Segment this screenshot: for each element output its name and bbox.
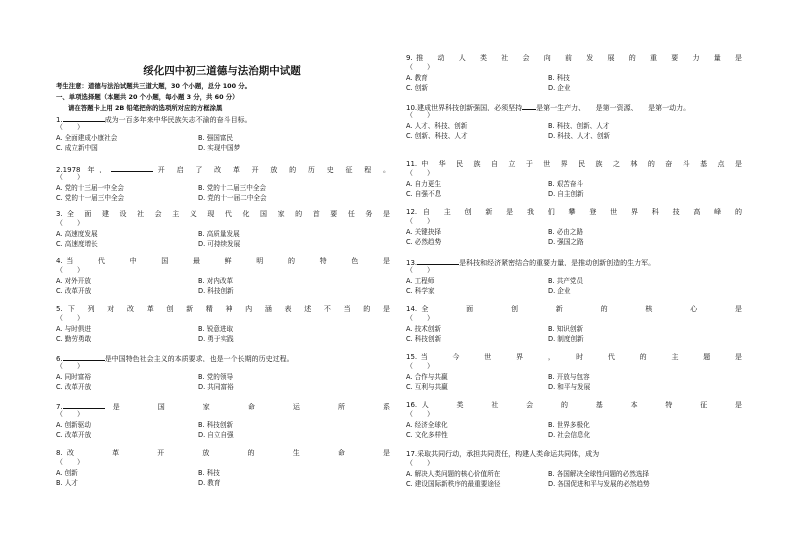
answer-blank[interactable] xyxy=(63,353,105,361)
option-item[interactable]: D. 企业 xyxy=(548,83,571,92)
answer-parentheses[interactable]: （ ） xyxy=(406,266,434,274)
answer-parentheses[interactable]: （ ） xyxy=(56,266,84,274)
question-text: 全 面 创 新 的 核 心 是 xyxy=(417,305,742,313)
question-stem xyxy=(56,401,390,410)
option-item[interactable]: C. 必然趋势 xyxy=(406,237,442,246)
question-text: 当 今 世 界 ， 时 代 的 主 题 是 xyxy=(417,353,742,361)
question-text-cont: 是中国特色社会主义的本质要求，也是一个长期的历史过程。 xyxy=(104,355,294,362)
option-item[interactable]: B. 锐意进取 xyxy=(198,325,234,333)
option-item[interactable]: C. 建设国际新秩序的最重要途径 xyxy=(406,479,501,488)
question-10 xyxy=(406,102,742,146)
answer-blank[interactable] xyxy=(522,102,536,110)
answer-parentheses[interactable]: （ ） xyxy=(406,410,434,418)
question-17 xyxy=(406,450,742,494)
option-list xyxy=(406,228,742,252)
option-item[interactable]: A. 关键抉择 xyxy=(406,228,441,236)
option-item[interactable]: B. 党的十二届三中全会 xyxy=(198,184,267,192)
option-item[interactable]: B. 高质量发展 xyxy=(198,230,240,238)
option-item[interactable]: C. 科学家 xyxy=(406,286,435,295)
option-list xyxy=(406,180,742,204)
question-7 xyxy=(56,401,390,445)
question-number: 15. xyxy=(406,353,418,361)
option-item[interactable]: C. 改革开放 xyxy=(56,430,92,439)
option-list xyxy=(56,469,390,493)
option-item[interactable]: D. 可持续发展 xyxy=(198,239,241,248)
option-item[interactable]: D. 强国之路 xyxy=(548,237,584,246)
option-item[interactable]: C. 改革开放 xyxy=(56,382,92,391)
option-list xyxy=(406,373,742,397)
option-item[interactable]: B. 知识创新 xyxy=(548,325,584,333)
option-list xyxy=(56,373,390,397)
option-item[interactable]: D. 科技、人才、创新 xyxy=(548,131,611,140)
option-list xyxy=(56,325,390,349)
option-list xyxy=(56,277,390,301)
option-item[interactable]: B. 科技 xyxy=(548,74,570,82)
answer-parentheses[interactable]: （ ） xyxy=(56,458,84,466)
answer-parentheses[interactable]: （ ） xyxy=(406,169,434,177)
option-item[interactable]: B. 世界多极化 xyxy=(548,421,590,429)
answer-parentheses[interactable]: （ ） xyxy=(56,173,84,181)
question-stem xyxy=(56,164,390,173)
question-stem xyxy=(406,353,742,362)
answer-parentheses[interactable]: （ ） xyxy=(406,362,434,370)
option-item[interactable]: D. 自立自强 xyxy=(198,430,234,439)
option-list xyxy=(406,122,742,146)
question-number: 8. xyxy=(56,449,63,457)
option-item[interactable]: A. 人才、科技、创新 xyxy=(406,122,468,130)
question-stem xyxy=(406,54,742,63)
question-text: 采取共同行动，承担共同责任，构建人类命运共同体，成为 xyxy=(417,450,600,458)
question-14 xyxy=(406,305,742,349)
option-item[interactable]: D. 科技创新 xyxy=(198,286,234,295)
option-item[interactable]: A. 经济全球化 xyxy=(406,421,448,429)
option-item[interactable]: B. 艰苦奋斗 xyxy=(548,180,584,188)
question-number: 4. xyxy=(56,257,63,265)
answer-parentheses[interactable]: （ ） xyxy=(406,111,434,119)
answer-parentheses[interactable]: （ ） xyxy=(406,63,434,71)
question-6 xyxy=(56,353,390,397)
question-number: 14. xyxy=(406,305,418,313)
option-item[interactable]: D. 实现中国梦 xyxy=(198,143,241,152)
option-item[interactable]: B. 对内改革 xyxy=(198,277,234,285)
option-item[interactable]: B. 各国解决全球性问题的必然选择 xyxy=(548,470,650,478)
option-item[interactable]: B. 科技 xyxy=(198,469,220,477)
question-number: 7. xyxy=(56,403,63,410)
question-stem xyxy=(56,353,390,362)
option-item[interactable]: D. 勇于实践 xyxy=(198,334,234,343)
question-text: 建成世界科技创新强国，必须坚持 xyxy=(417,104,523,111)
answer-parentheses[interactable]: （ ） xyxy=(56,410,84,418)
instruction-line: 请在答题卡上用 2B 铅笔把你的选项所对应的方框涂黑 xyxy=(68,104,223,112)
question-text: 推 动 人 类 社 会 向 前 发 展 的 重 要 力 量 是 xyxy=(412,54,742,62)
option-item[interactable]: D. 社会信息化 xyxy=(548,430,591,439)
option-list xyxy=(56,134,390,158)
question-2 xyxy=(56,164,390,208)
option-item[interactable]: D. 党的十一届二中全会 xyxy=(198,193,267,202)
option-item[interactable]: D. 企业 xyxy=(548,286,571,295)
question-number: 16. xyxy=(406,401,418,409)
option-list xyxy=(406,74,742,98)
answer-blank[interactable] xyxy=(63,401,105,409)
question-text-cont: 是科技和经济紧密结合的重要力量，是推动创新创造的生力军。 xyxy=(459,259,656,266)
question-stem xyxy=(406,450,742,459)
question-15 xyxy=(406,353,742,397)
question-number: 13. xyxy=(406,259,418,266)
option-item[interactable]: A. 同时富裕 xyxy=(56,373,91,381)
option-item[interactable]: D. 共同富裕 xyxy=(198,382,234,391)
option-item[interactable]: A. 合作与共赢 xyxy=(406,373,448,381)
answer-blank[interactable] xyxy=(417,257,459,265)
question-stem xyxy=(56,305,390,314)
option-item[interactable]: C. 改革开放 xyxy=(56,286,92,295)
option-list xyxy=(56,421,390,445)
option-item[interactable]: C. 互利与共赢 xyxy=(406,382,448,391)
option-list xyxy=(56,184,390,208)
option-item[interactable]: B. 开放与包容 xyxy=(548,373,590,381)
question-text: 当 代 中 国 最 鲜 明 的 特 色 是 xyxy=(62,257,390,265)
question-number: 9. xyxy=(406,54,413,62)
option-item[interactable]: B. 必由之路 xyxy=(548,228,584,236)
option-item[interactable]: C. 创新 xyxy=(406,83,428,92)
question-13 xyxy=(406,257,742,301)
option-item[interactable]: B. 科技创新 xyxy=(198,421,234,429)
option-item[interactable]: A. 技术创新 xyxy=(406,325,441,333)
question-text: 人 类 社 会 的 基 本 特 征 是 xyxy=(417,401,742,409)
option-item[interactable]: C. 成立新中国 xyxy=(56,143,98,152)
option-item[interactable]: A. 自力更生 xyxy=(406,180,441,188)
option-list xyxy=(406,421,742,445)
option-list xyxy=(406,277,742,301)
option-item[interactable]: B. 强国富民 xyxy=(198,134,234,142)
option-item[interactable]: C. 自强不息 xyxy=(406,189,442,198)
question-number: 11. xyxy=(406,160,418,168)
option-item[interactable]: A. 教育 xyxy=(406,74,428,82)
answer-parentheses[interactable]: （ ） xyxy=(406,459,434,467)
option-item[interactable]: D. 自主创新 xyxy=(548,189,584,198)
option-item[interactable]: A. 创新 xyxy=(56,469,78,477)
answer-parentheses[interactable]: （ ） xyxy=(406,314,434,322)
question-stem xyxy=(406,257,742,266)
question-stem xyxy=(406,305,742,314)
option-item[interactable]: D. 教育 xyxy=(198,478,221,487)
option-item[interactable]: B. 科技、创新、人才 xyxy=(548,122,610,130)
option-list xyxy=(406,470,742,494)
question-text: 中 华 民 族 自 立 于 世 界 民 族 之 林 的 奋 斗 基 点 是 xyxy=(417,160,742,168)
option-list xyxy=(406,325,742,349)
question-text-cont: 成为一百多年来中华民族矢志不渝的奋斗目标。 xyxy=(104,116,252,123)
option-item[interactable]: A. 党的十三届一中全会 xyxy=(56,184,124,192)
option-item[interactable]: C. 文化多样性 xyxy=(406,430,448,439)
question-text: 改 革 开 放 的 生 命 是 xyxy=(62,449,390,457)
question-5 xyxy=(56,305,390,349)
question-stem xyxy=(56,210,390,219)
question-stem xyxy=(406,160,742,169)
option-item[interactable]: A. 解决人类问题的核心价值所在 xyxy=(406,470,501,478)
option-item[interactable]: C. 高速度增长 xyxy=(56,239,98,248)
question-number: 1. xyxy=(56,116,63,123)
option-item[interactable]: D. 和平与发展 xyxy=(548,382,591,391)
question-12 xyxy=(406,208,742,252)
question-number: 12. xyxy=(406,208,418,216)
option-list xyxy=(56,230,390,254)
question-4 xyxy=(56,257,390,301)
question-text: 下 列 对 改 革 创 新 精 神 内 涵 表 述 不 当 的 是 xyxy=(62,305,390,313)
option-item[interactable]: D. 制度创新 xyxy=(548,334,584,343)
question-number: 10. xyxy=(406,104,418,111)
question-stem xyxy=(406,401,742,410)
answer-parentheses[interactable]: （ ） xyxy=(56,362,84,370)
option-item[interactable]: B. 党的领导 xyxy=(198,373,234,381)
page-title: 绥化四中初三道德与法治期中试题 xyxy=(143,65,301,77)
option-item[interactable]: C. 科技创新 xyxy=(406,334,442,343)
answer-parentheses[interactable]: （ ） xyxy=(56,219,84,227)
question-stem xyxy=(56,114,390,123)
option-item[interactable]: A. 工程师 xyxy=(406,277,435,285)
question-11 xyxy=(406,160,742,204)
question-text: 全 面 建 设 社 会 主 义 现 代 化 国 家 的 首 要 任 务 是 xyxy=(62,210,390,218)
question-text-cont: 开 启 了 改 革 开 放 的 历 史 征 程 。 xyxy=(153,166,390,173)
option-item[interactable]: A. 对外开放 xyxy=(56,277,91,285)
question-9 xyxy=(406,54,742,98)
question-text: 自 主 创 新 是 我 们 攀 登 世 界 科 技 高 峰 的 xyxy=(417,208,742,216)
option-item[interactable]: A. 全面建成小康社会 xyxy=(56,134,118,142)
option-item[interactable]: C. 党的十一届三中全会 xyxy=(56,193,125,202)
option-item[interactable]: C. 创新、科技、人才 xyxy=(406,131,468,140)
question-stem xyxy=(56,449,390,458)
question-number: 5. xyxy=(56,305,63,313)
option-item[interactable]: A. 创新驱动 xyxy=(56,421,91,429)
option-item[interactable]: A. 高速度发展 xyxy=(56,230,98,238)
section-heading: 一、单项选择题（本题共 20 个小题，每小题 3 分，共 60 分） xyxy=(56,93,239,101)
answer-blank[interactable] xyxy=(63,114,105,122)
question-number: 3. xyxy=(56,210,63,218)
question-text-cont: 是第一生产力、 是第一资源、 是第一动力。 xyxy=(536,104,691,111)
question-8 xyxy=(56,449,390,493)
question-number: 6. xyxy=(56,355,63,362)
question-text-cont: 是 国 家 命 运 所 系 xyxy=(104,403,390,410)
option-item[interactable]: B. 共产党员 xyxy=(548,277,584,285)
question-stem xyxy=(56,257,390,266)
answer-blank[interactable] xyxy=(111,164,153,172)
option-item[interactable]: B. 人才 xyxy=(56,478,78,487)
question-16 xyxy=(406,401,742,445)
answer-parentheses[interactable]: （ ） xyxy=(406,217,434,225)
question-number: 17. xyxy=(406,450,418,458)
option-item[interactable]: C. 勤劳勇敢 xyxy=(56,334,92,343)
answer-parentheses[interactable]: （ ） xyxy=(56,314,84,322)
question-stem xyxy=(406,208,742,217)
question-3 xyxy=(56,210,390,254)
option-item[interactable]: A. 与时俱进 xyxy=(56,325,91,333)
question-stem xyxy=(406,102,742,111)
answer-parentheses[interactable]: （ ） xyxy=(56,123,84,131)
question-number: 2.1978 年， xyxy=(56,166,112,173)
question-1 xyxy=(56,114,390,158)
option-item[interactable]: D. 各国促进和平与发展的必然趋势 xyxy=(548,479,650,488)
exam-notice: 考生注意：道德与法治试题共三道大题，30 个小题，总分 100 分。 xyxy=(56,82,252,90)
